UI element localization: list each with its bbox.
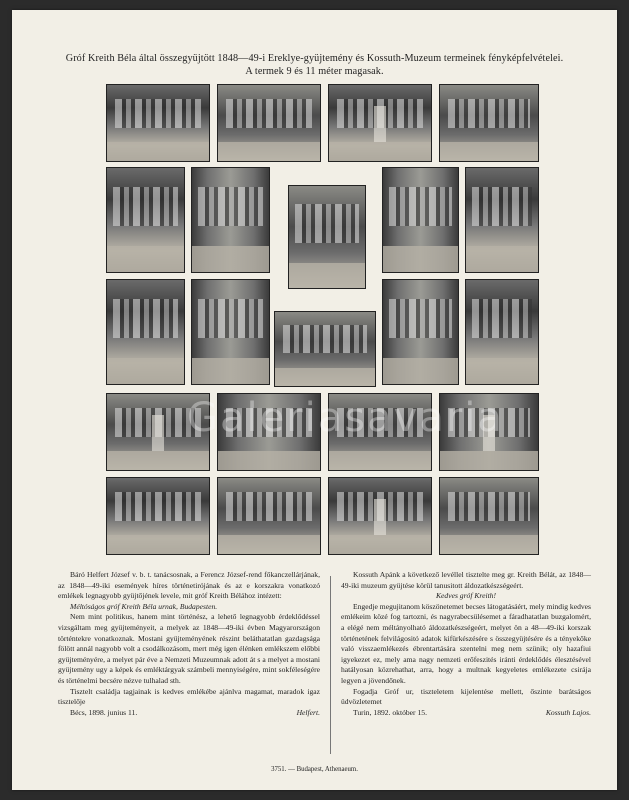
- helfert-signature-line: [58, 708, 320, 719]
- gallery-photo: [328, 477, 432, 555]
- gallery-photo: [106, 84, 210, 162]
- gallery-photo: [328, 84, 432, 162]
- gallery-photo: [217, 84, 321, 162]
- gallery-photo: [191, 167, 270, 273]
- printer-imprint: 3751. — Budapest, Athenaeum.: [271, 766, 358, 773]
- gallery-photo: [106, 477, 210, 555]
- page-title: [42, 52, 587, 78]
- kossuth-body-1: Engedje megujitanom köszönetemet becses látogatásáért, mely mindig kedves emlékeim közé fog tartozni, és nagyrabecsülésemet a fáradhatatlan buzgalomért, a elégé nem méltányolható áldozatkészségeért, melyet ön a 48—49-iki korszak történetének felvilágositó adatok kifürkészésére s összegyüjtésére és a tényekőke való visszaemlékezés ébrentartására szentelni meg nem szünik; oly hazafiui igyekezet ez, mely ama nagy nemzeti erőfeszités iránti érdeklődés élesztésével hatályosan közrehathat, arra, hogy a multnak kegyeletes emlékezete csirája legyen a jövendőnek.: [341, 601, 591, 685]
- helfert-signature: Helfert.: [296, 707, 320, 717]
- column-divider: [330, 576, 331, 754]
- kossuth-intro: Kossuth Apánk a következő levéllel tisztelte meg gr. Kreith Bélát, az 1848—49-iki muzeum gyüjtése körül tanusitott áldozatkészségeért.: [341, 570, 591, 590]
- gallery-photo: [439, 84, 539, 162]
- gallery-photo: [288, 185, 366, 289]
- helfert-intro: Báró Helfert József v. b. t. tanácsosnak, a Ferencz József-rend főkanczellárjának, az 1848—49-iki események híres történetirójának és az e korszakra vonatkozó emlékek legnagyobb gyüjtőjének levele, mit gróf Kreith Bélához intézett:: [58, 570, 320, 601]
- helfert-body-2: Tisztelt családja tagjainak is kedves emlékébe ajánlva magamat, maradok igaz tisztelője: [58, 686, 320, 707]
- helfert-letter: [58, 570, 320, 718]
- kossuth-body-2: Fogadja Gróf ur, tiszteletem kijelentése mellett, őszinte barátságos üdvözletemet: [341, 686, 591, 707]
- gallery-photo: [382, 279, 459, 385]
- document-sheet: [12, 10, 617, 790]
- gallery-photo: [465, 279, 539, 385]
- kossuth-signature-line: [341, 708, 591, 719]
- gallery-photo: [106, 167, 185, 273]
- kossuth-greeting: Kedves gróf Kreith!: [435, 591, 497, 601]
- helfert-place-date: Bécs, 1898. junius 11.: [70, 707, 138, 717]
- kossuth-place-date: Turin, 1892. október 15.: [353, 707, 427, 717]
- gallery-photo: [382, 167, 459, 273]
- gallery-photo: [439, 477, 539, 555]
- gallery-photo: [274, 311, 376, 387]
- kossuth-letter: [341, 570, 591, 718]
- helfert-address: Méltóságos gróf Kreith Béla urnak, Budapesten.: [70, 601, 218, 611]
- helfert-body-1: Nem mint politikus, hanem mint történész, a lehető legnagyobb érdeklődéssel vizsgáltam meg gyüjteményeit, a melyek az 1848—49-iki évben Magyarországon történtekre vonatkoznak. Mostani gyüjteményének részint beláthatatlan gazdagsága fölött annál nagyobb volt a csodálkozásom, mert még igen élénken emlékszem előbbi gyüjteményére, a melyet pár éve a Nemzeti Muzeumnak adott át s a melyet a mostani gyüjtemény ugy a képek és emléktárgyak számbeli mennyiségére, mint sokféleségére és történelmi becsére nézve tulhalad sth.: [58, 612, 320, 685]
- gallery-photo: [106, 279, 185, 385]
- kossuth-signature: Kossuth Lajos.: [545, 707, 591, 717]
- watermark: Galeriasavaria: [187, 395, 504, 441]
- title-line-1: Gróf Kreith Béla által összegyüjtött 1848—49-i Ereklye-gyüjtemény és Kossuth-Muzeum termeinek fényképfelvételei.: [65, 53, 564, 64]
- title-line-2: A termek 9 és 11 méter magasak.: [245, 66, 384, 77]
- gallery-photo: [217, 477, 321, 555]
- gallery-photo: [191, 279, 270, 385]
- gallery-photo: [465, 167, 539, 273]
